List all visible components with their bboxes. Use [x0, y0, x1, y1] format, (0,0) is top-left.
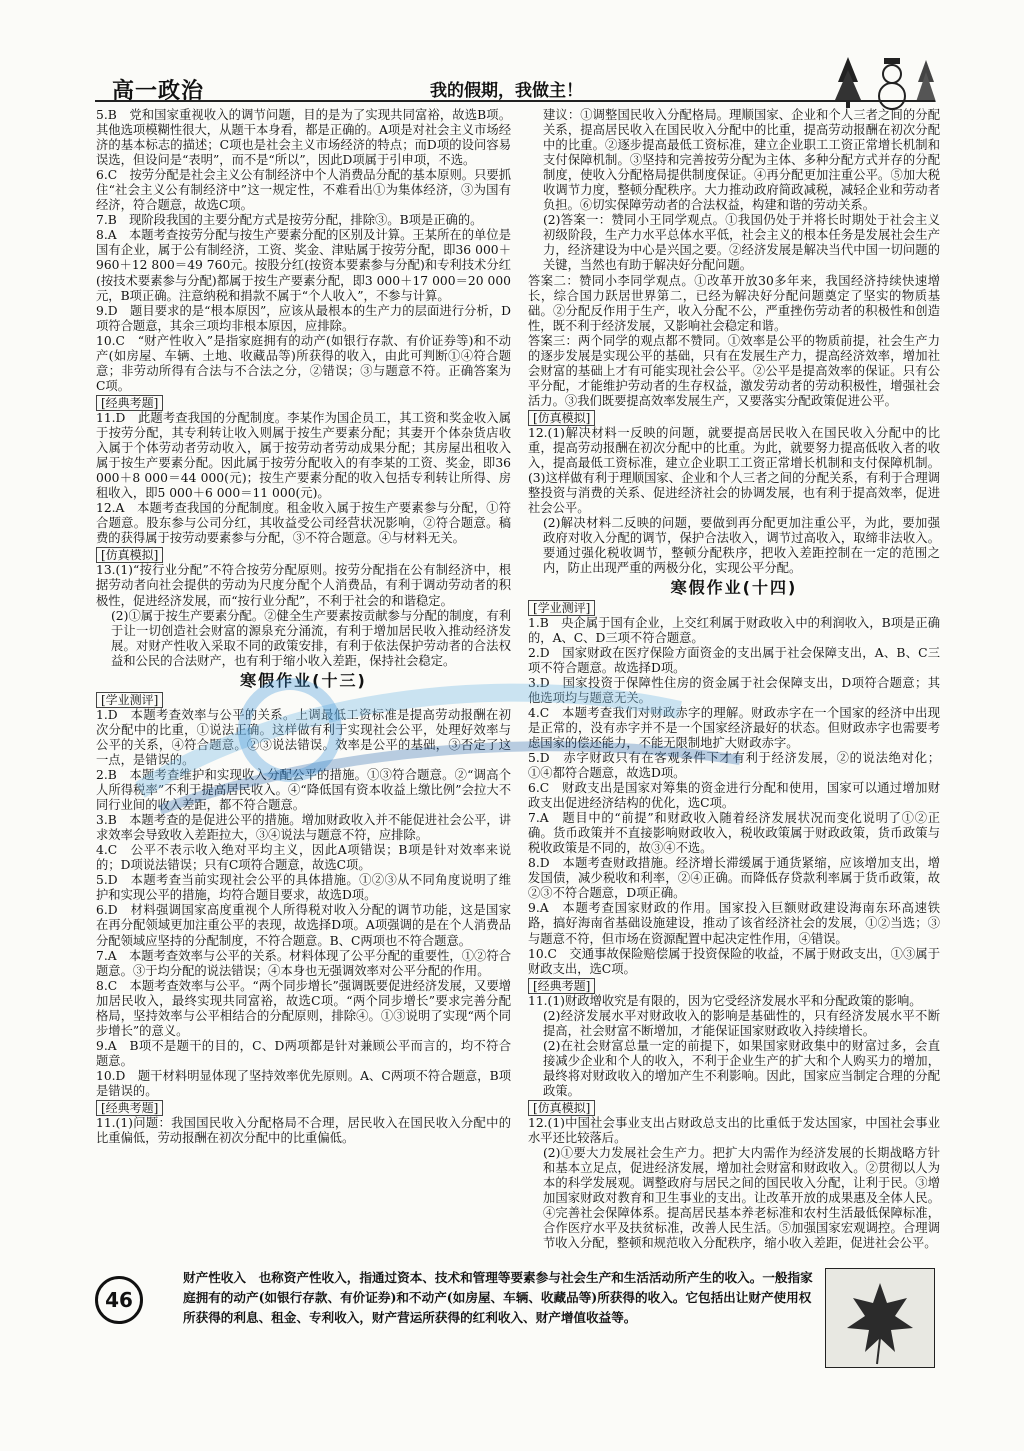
- answer-paragraph: 答案二：赞同小李同学观点。①改革开放30多年来，我国经济持续快速增长，综合国力跃居世界第二，已经为解决好分配问题奠定了坚实的物质基础。②分配反作用于生产，收入分配不公，严重挫伤劳动者的积极性和创造性，既不利于经济发展，又影响社会稳定和谐。: [528, 273, 940, 333]
- page-footer: [95, 1262, 935, 1382]
- answer-paragraph: 1.D 本题考查效率与公平的关系。上调最低工资标准是提高劳动报酬在初次分配中的比重，①说法正确。这样做有利于实现社会公平，处理好效率与公平的关系，④符合题意。②③说法错误。效率是公平的基础，③否定了这一点，是错误的。: [96, 707, 511, 767]
- answer-paragraph: 5.B 党和国家重视收入的调节问题，目的是为了实现共同富裕，故选B项。其他选项模糊性很大，从题干本身看，都是正确的。A项是对社会主义市场经济的基本标志的描述；C项也是社会主义市场经济的特点；而D项的设问容易误选，但设问是“表明”，而不是“所以”，因此D项属于引申项，不选。: [96, 108, 511, 168]
- answer-paragraph: 11.D 此题考查我国的分配制度。李某作为国企员工，其工资和奖金收入属于按劳分配，其专利转让收入则属于按生产要素分配；其妻开个体杂货店收入属于个体劳动者劳动收入，属于按劳动者劳动成果分配；其房屋出租收入属于按生产要素分配。因此属于按劳分配收入的有李某的工资、奖金，即36 000＋8 000＝44 000(元)；按生产要素分配的收入包括专利转让所得、房租收入，即5 000＋6 000＝11 000(元)。: [96, 410, 511, 501]
- answer-paragraph: 7.A 题目中的“前提”和财政收入随着经济发展状况而变化说明了①②正确。货币政策并不直接影响财政收入，税收政策属于财政政策，货币政策与税收政策是不同的，故③④不选。: [528, 811, 940, 856]
- answer-paragraph: 答案三：两个同学的观点都不赞同。①效率是公平的物质前提，社会生产力的逐步发展是实现公平的基础，只有在发展生产力，提高经济效率，增加社会财富的基础上才有可能实现社会公平。②公平是提高效率的保证。只有公平分配，才能维护劳动者的生存权益，激发劳动者的劳动积极性，增强社会活力。③我们既要提高效率发展生产，又要落实分配政策促进公平。: [528, 333, 940, 408]
- answer-paragraph: 2.D 国家财政在医疗保险方面资金的支出属于社会保障支出，A、B、C三项不符合题意。故选择D项。: [528, 645, 940, 675]
- answer-paragraph: 10.C 交通事故保险赔偿属于投资保险的收益，不属于财政支出，①③属于财政支出，选C项。: [528, 946, 940, 976]
- section-tag-row: [96, 546, 511, 563]
- answer-paragraph: 2.B 本题考查维护和实现收入分配公平的措施。①③符合题意。②“调高个人所得税率”不利于提高居民收入。④“降低国有资本收益上缴比例”会拉大不同行业间的收入差距，都不符合题意。: [96, 768, 511, 813]
- answer-paragraph: 5.D 赤字财政只有在客观条件下才有利于经济发展，②的说法绝对化；①④都符合题意，故选D项。: [528, 750, 940, 781]
- right-column: [528, 108, 940, 1252]
- answer-paragraph: 8.C 本题考查效率与公平。“两个同步增长”强调既要促进经济发展，又要增加居民收入，最终实现共同富裕，故选C项。“两个同步增长”要求完善分配格局，坚持效率与公平相结合的分配原则，排除④。①③说明了实现“两个同步增长”的意义。: [96, 978, 511, 1038]
- answer-paragraph: 6.C 按劳分配是社会主义公有制经济中个人消费品分配的基本原则。只要抓住“社会主义公有制经济中”这一规定性，不难看出①为集体经济，③为国有经济，符合题意，故选C项。: [96, 168, 511, 213]
- answer-paragraph: 4.C 公平不表示收入绝对平均主义，因此A项错误；B项是针对效率来说的；D项说法错误；只有C项符合题意，故选C项。: [96, 843, 511, 873]
- section-tag: [经典考题]: [96, 1100, 163, 1116]
- answer-paragraph: 12.(1)解决材料一反映的问题，就要提高居民收入在国民收入分配中的比重，提高劳动报酬在初次分配中的比重。为此，就要努力提高低收入者的收入，提高最低工资标准，建立企业职工工资正常增长机制和支付保障机制。(3)这样做有利于理顺国家、企业和个人三者之间的分配关系，有利于合理调整投资与消费的关系、促进经济社会的协调发展，也有利于提高效率，促进社会公平。: [528, 425, 940, 516]
- answer-paragraph: (2)①要大力发展社会生产力。把扩大内需作为经济发展的长期战略方针和基本立足点，促进经济发展，增加社会财富和财政收入。②贯彻以人为本的科学发展观。调整政府与居民之间的国民收入分配，让利于民。③增加国家财政对教育和卫生事业的支出。让改革开放的成果惠及全体人民。④完善社会保障体系。提高居民基本养老标准和农村生活最低保障标准，合作医疗水平及扶贫标准，改善人民生活。⑤加强国家宏观调控。合理调节收入分配，整顿和规范收入分配秩序，缩小收入差距，促进社会公平。: [543, 1146, 940, 1251]
- answer-paragraph: 9.A 本题考查国家财政的作用。国家投入巨额财政建设海南东环高速铁路，搞好海南省基础设施建设，推动了该省经济社会的发展，①②当选；③与题意不符，但市场在资源配置中起决定性作用，④错误。: [528, 901, 940, 946]
- answer-paragraph: 建议：①调整国民收入分配格局。理顺国家、企业和个人三者之间的分配关系，提高居民收入在国民收入分配中的比重，提高劳动报酬在初次分配中的比重。②逐步提高最低工资标准，建立企业职工工资正常增长机制和支付保障机制。③坚持和完善按劳分配为主体、多种分配方式并存的分配制度，使收入分配格局提供制度保证。④再分配更加注重公平。⑤加大税收调节力度，整顿分配秩序。大力推动政府简政减税，减轻企业和劳动者负担。⑥切实保障劳动者的合法权益，构建和谐的劳动关系。: [543, 108, 940, 213]
- section-tag: [学业测评]: [96, 692, 163, 708]
- answer-paragraph: 9.D 题目要求的是“根本原因”，应该从最根本的生产力的层面进行分析，D项符合题意，其余三项均非根本原因，应排除。: [96, 303, 511, 333]
- answer-paragraph: 10.D 题干材料明显体现了坚持效率优先原则。A、C两项不符合题意，B项是错误的。: [96, 1068, 511, 1098]
- section-tag: [仿真模拟]: [528, 1100, 595, 1116]
- answer-paragraph: (2)在社会财富总量一定的前提下，如果国家财政集中的财富过多，会直接减少企业和个人的收入，不利于企业生产的扩大和个人购买力的增加，最终将对财政收入的增加产生不利影响。因此，国家应当制定合理的分配政策。: [543, 1038, 940, 1098]
- answer-paragraph: 11.(1)财政增收究是有限的，因为它受经济发展水平和分配政策的影响。: [528, 993, 922, 1008]
- section-tag: [学业测评]: [528, 600, 595, 616]
- answer-paragraph: 11.(1)问题：我国国民收入分配格局不合理，居民收入在国民收入分配中的比重偏低，劳动报酬在初次分配中的比重偏低。: [96, 1116, 511, 1146]
- footer-note-body: 也称资产性收入，指通过资本、技术和管理等要素参与社会生产和生活活动所产生的收入。一般指家庭拥有的动产(如银行存款、有价证券)和不动产(如房屋、车辆、收藏品等)所获得的收入。它包括出让财产使用权所获得的利息、租金、专利收入，财产营运所获得的红利收入、财产增值收益等。: [183, 1270, 813, 1325]
- section-tag: [经典考题]: [528, 978, 595, 994]
- section-tag-row: [528, 977, 940, 994]
- answer-paragraph: 3.D 国家投资于保障性住房的资金属于社会保障支出，D项符合题意；其他选项均与题意无关。: [528, 675, 940, 705]
- answer-paragraph: 7.B 现阶段我国的主要分配方式是按劳分配，排除③。B项是正确的。: [96, 213, 483, 228]
- answer-paragraph: 4.C 本题考查我们对财政赤字的理解。财政赤字在一个国家的经济中出现是正常的，没有赤字并不是一个国家经济最好的状态。但财政赤字也需要考虑国家的偿还能力，不能无限制地扩大财政赤字。: [528, 705, 940, 750]
- answer-paragraph: (2)解决材料二反映的问题，要做到再分配更加注重公平，为此，要加强政府对收入分配的调节，保护合法收入，调节过高收入，取缔非法收入。要通过强化税收调节，整顿分配秩序，把收入差距控制在一定的范围之内，防止出现严重的两极分化，实现公平分配。: [543, 516, 940, 576]
- footer-note: [183, 1268, 813, 1328]
- footer-note-heading: 财产性收入: [183, 1270, 246, 1285]
- section-tag-row: [528, 1099, 940, 1116]
- section-tag-row: [96, 691, 511, 708]
- answer-paragraph: 3.B 本题考查的是促进公平的措施。增加财政收入并不能促进社会公平，讲求效率会导致收入差距拉大，③④说法与题意不符，应排除。: [96, 813, 511, 843]
- answer-paragraph: (2)①属于按生产要素分配。②健全生产要素按贡献参与分配的制度，有利于让一切创造社会财富的源泉充分涌流，有利于增加居民收入推动经济发展。对财产性收入采取不同的政策安排，有利于依法保护劳动者的合法权益和公民的合法财产，也有利于缩小收入差距，保持社会稳定。: [111, 608, 511, 668]
- header-rule: [95, 100, 935, 102]
- section-tag: [经典考题]: [96, 395, 163, 411]
- section-tag-row: [96, 394, 511, 411]
- answer-paragraph: 6.D 材料强调国家高度重视个人所得税对收入分配的调节功能，这是国家在再分配领域更加注重公平的表现，故选择D项。A项强调的是在个人消费品分配领域应坚持的分配制度，不符合题意。B、C两项也不符合题意。: [96, 903, 511, 948]
- section-tag-row: [528, 599, 940, 616]
- section-tag-row: [528, 409, 940, 426]
- header-slogan: 我的假期，我做主！: [430, 81, 583, 101]
- answer-paragraph: 8.D 本题考查财政措施。经济增长滞缓属于通货紧缩，应该增加支出，增发国债，减少税收和利率，②④正确。而降低存贷款利率属于货币政策，故②③不符合题意，D项正确。: [528, 856, 940, 901]
- answer-paragraph: 1.B 央企属于国有企业，上交红利属于财政收入中的利润收入，B项是正确的，A、C、D三项不符合题意。: [528, 615, 940, 645]
- answer-paragraph: (2)经济发展水平对财政收入的影响是基础性的，只有经济发展水平不断提高，社会财富不断增加，才能保证国家财政收入持续增长。: [543, 1008, 940, 1038]
- answer-paragraph: 9.A B项不是题干的目的，C、D两项都是针对兼顾公平而言的，均不符合题意。: [96, 1038, 511, 1068]
- answer-paragraph: 6.C 财政支出是国家对筹集的资金进行分配和使用，国家可以通过增加财政支出促进经济结构的优化，选C项。: [528, 781, 940, 811]
- answer-paragraph: (2)答案一：赞同小王同学观点。①我国仍处于并将长时期处于社会主义初级阶段，生产力水平总体水平低，社会主义的根本任务是发展社会生产力，经济建设为中心是兴国之要。②经济发展是解决当代中国一切问题的关键，当然也有助于解决好分配问题。: [543, 213, 940, 273]
- maple-leaf-illustration: [825, 1268, 935, 1368]
- page-number: 46: [95, 1276, 143, 1324]
- section-tag-row: [96, 1099, 511, 1116]
- answer-paragraph: 8.A 本题考查按劳分配与按生产要素分配的区别及计算。王某所在的单位是国有企业，属于公有制经济，工资、奖金、津贴属于按劳分配，即36 000＋960＋12 800＝49 760元。按股分红(按资本要素参与分配)和专利技术分红(按技术要素参与分配)都属于按生产要素分配，即3 000＋17 000＝20 000元，B项正确。注意纳税和捐款不属于“个人收入”，不参与计算。: [96, 228, 511, 303]
- homework-section-title: 寒假作业(十三): [240, 670, 367, 690]
- answer-paragraph: 5.D 本题考查当前实现社会公平的具体措施。①②③从不同角度说明了维护和实现公平的措施，均符合题目要求，故选D项。: [96, 873, 511, 903]
- section-tag: [仿真模拟]: [528, 410, 595, 426]
- snowman-tree-decoration: [830, 52, 940, 112]
- answer-paragraph: 12.A 本题考查我国的分配制度。租金收入属于按生产要素参与分配，①符合题意。股东参与公司分红，其收益受公司经营状况影响，②符合题意。稿费的获得属于按劳动要素参与分配，③不符合题意。④与材料无关。: [96, 501, 511, 546]
- answer-paragraph: 10.C “财产性收入”是指家庭拥有的动产(如银行存款、有价证券等)和不动产(如房屋、车辆、土地、收藏品等)所获得的收入，由此可判断①④符合题意；非劳动所得有合法与不合法之分，②错误；③与题意不符。正确答案为C项。: [96, 333, 511, 393]
- answer-paragraph: 12.(1)中国社会事业支出占财政总支出的比重低于发达国家，中国社会事业水平还比较落后。: [528, 1116, 940, 1146]
- answer-paragraph: 13.(1)“按行业分配”不符合按劳分配原则。按劳分配指在公有制经济中，根据劳动者向社会提供的劳动为尺度分配个人消费品，有利于调动劳动者的积极性，促进经济发展，而“按行业分配”，不利于社会的和谐稳定。: [96, 563, 511, 608]
- homework-section-title: 寒假作业(十四): [670, 578, 798, 598]
- answer-paragraph: 7.A 本题考查效率与公平的关系。材料体现了公平分配的重要性，①②符合题意。③于均分配的说法错误；④本身也无强调效率对公平分配的作用。: [96, 948, 511, 978]
- left-column: [96, 108, 511, 1146]
- section-tag: [仿真模拟]: [96, 547, 163, 563]
- subject-title: 高一政治: [112, 79, 205, 104]
